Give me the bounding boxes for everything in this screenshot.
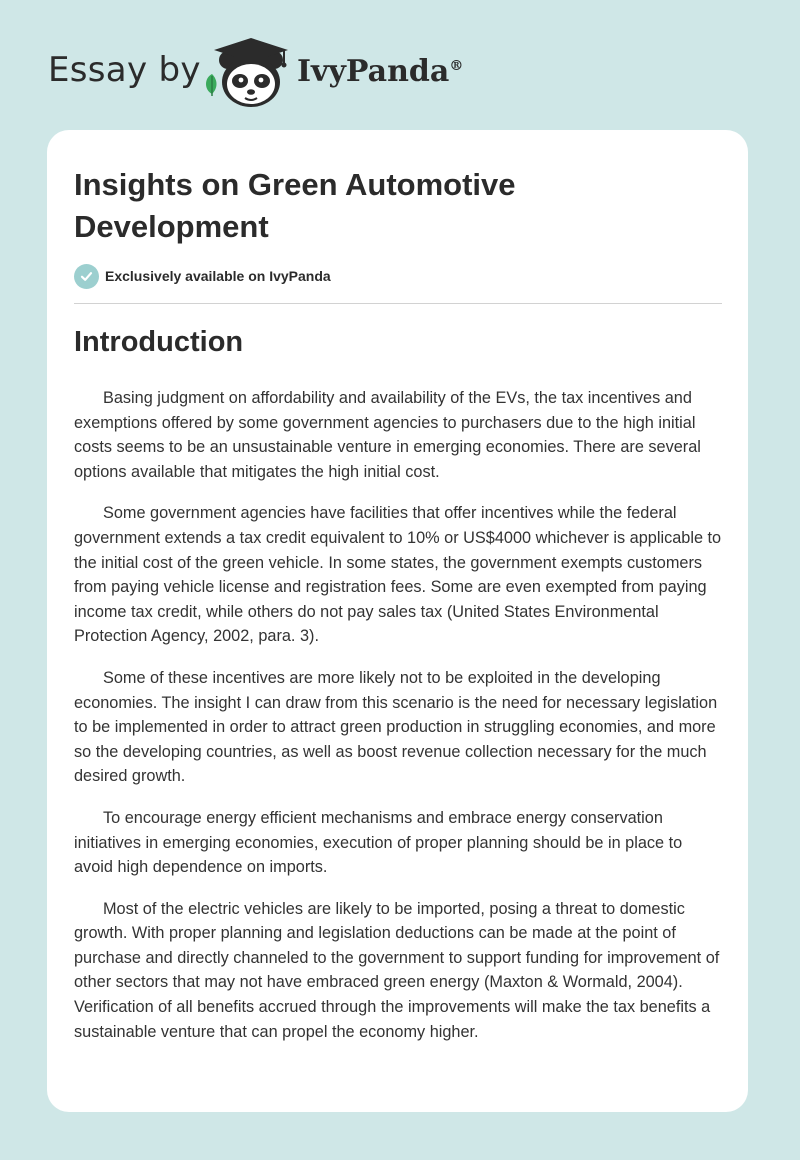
essay-body bbox=[74, 386, 724, 1061]
badge-label: Exclusively available on IvyPanda bbox=[105, 268, 331, 284]
paragraph: Most of the electric vehicles are likely to be imported, posing a threat to domestic growth. With proper planning and legislation deductions can be made at the point of purchase and directly channeled to the government to support funding for improvement of other sectors that may not have embraced green energy (Maxton & Wormald, 2004). Verification of all benefits accrued through the improvements will make the tax benefits a sustainable venture that can propel the economy higher. bbox=[74, 899, 720, 1041]
paragraph: Some of these incentives are more likely not to be exploited in the developing economies. The insight I can draw from this scenario is the need for necessary legislation to be implemented in order to attract green production in struggling economies, and more so the developing countries, as well as boost revenue collection necessary for the much desired growth. bbox=[74, 668, 718, 786]
exclusive-badge bbox=[74, 263, 331, 289]
brand-name[interactable]: IvyPanda® bbox=[297, 54, 464, 89]
paragraph: Some government agencies have facilities that offer incentives while the federal government extends a tax credit equivalent to 10% or US$4000 whichever is applicable to the initial cost of the green vehicle. In some states, the government exempts customers from paying vehicle license and registration fees. Some are even exempted from paying income tax credit, while others do not pay sales tax (United States Environmental Protection Agency, 2002, para. 3). bbox=[74, 504, 722, 646]
essay-card bbox=[47, 130, 748, 1112]
title-divider bbox=[74, 303, 722, 304]
paragraph: To encourage energy efficient mechanisms and embrace energy conservation initiatives in emerging economies, execution of proper planning should be in place to avoid high dependence on imports. bbox=[74, 808, 683, 877]
checkmark-icon bbox=[74, 264, 99, 289]
panda-graduate-logo-icon[interactable] bbox=[200, 34, 296, 110]
brand-prefix: Essay by bbox=[48, 50, 201, 90]
paragraph: Basing judgment on affordability and availability of the EVs, the tax incentives and exemptions offered by some government agencies to purchasers due to the high initial costs seems to be an unsustainable venture in emerging economies. There are several options available that mitigates the high initial cost. bbox=[74, 389, 701, 481]
section-heading: Introduction bbox=[74, 326, 244, 358]
essay-title: Insights on Green Automotive Development bbox=[74, 167, 516, 244]
site-header bbox=[0, 0, 800, 130]
registered-mark: ® bbox=[449, 58, 464, 74]
